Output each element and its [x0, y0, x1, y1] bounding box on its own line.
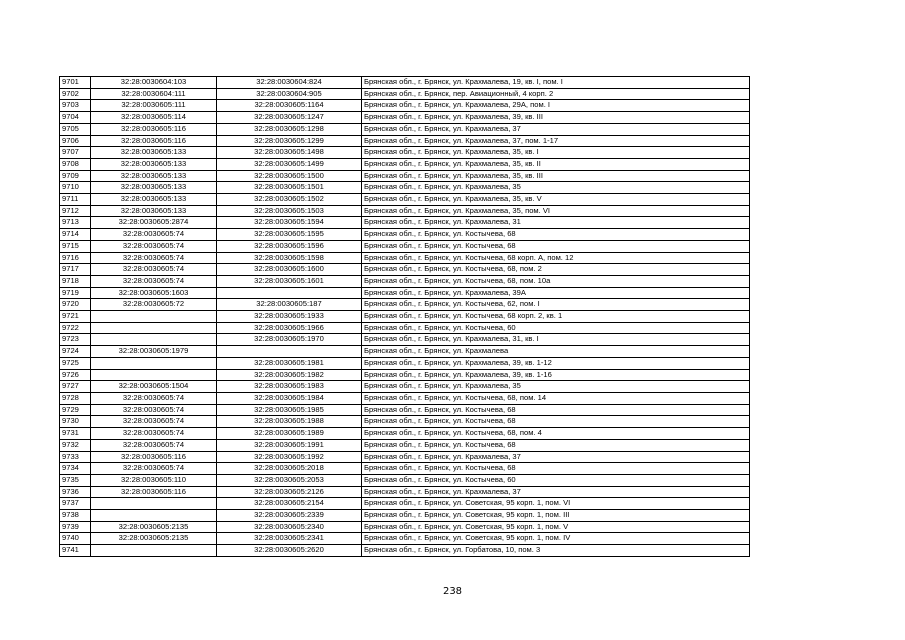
table-row — [60, 287, 750, 299]
cadastral-table — [59, 76, 750, 557]
address-cell: Брянская обл., г. Брянск, ул. Костычева, 68 — [362, 439, 750, 451]
parent-cadastral-number-cell — [91, 510, 217, 522]
address-cell: Брянская обл., г. Брянск, ул. Костычева, 68, пом. 2 — [362, 264, 750, 276]
parent-cadastral-number-cell: 32:28:0030605:74 — [91, 392, 217, 404]
cadastral-number-cell: 32:28:0030605:1594 — [217, 217, 362, 229]
table-row — [60, 252, 750, 264]
table-row — [60, 311, 750, 323]
address-cell: Брянская обл., г. Брянск, ул. Советская, 95 корп. 1, пом. V — [362, 521, 750, 533]
row-number-cell: 9734 — [60, 463, 91, 475]
table-row — [60, 322, 750, 334]
parent-cadastral-number-cell: 32:28:0030605:133 — [91, 182, 217, 194]
parent-cadastral-number-cell: 32:28:0030605:72 — [91, 299, 217, 311]
cadastral-number-cell: 32:28:0030605:1983 — [217, 381, 362, 393]
cadastral-number-cell: 32:28:0030605:1596 — [217, 240, 362, 252]
row-number-cell: 9730 — [60, 416, 91, 428]
table-row — [60, 451, 750, 463]
address-cell: Брянская обл., г. Брянск, ул. Крахмалева, 39А — [362, 287, 750, 299]
row-number-cell: 9741 — [60, 545, 91, 557]
parent-cadastral-number-cell: 32:28:0030605:2874 — [91, 217, 217, 229]
table-row — [60, 346, 750, 358]
row-number-cell: 9737 — [60, 498, 91, 510]
parent-cadastral-number-cell: 32:28:0030605:74 — [91, 439, 217, 451]
table-row — [60, 357, 750, 369]
parent-cadastral-number-cell — [91, 311, 217, 323]
cadastral-number-cell: 32:28:0030605:2340 — [217, 521, 362, 533]
cadastral-number-cell: 32:28:0030605:2018 — [217, 463, 362, 475]
table-row — [60, 533, 750, 545]
row-number-cell: 9727 — [60, 381, 91, 393]
table-row — [60, 498, 750, 510]
row-number-cell: 9716 — [60, 252, 91, 264]
address-cell: Брянская обл., г. Брянск, ул. Костычева, 60 — [362, 322, 750, 334]
row-number-cell: 9714 — [60, 229, 91, 241]
cadastral-number-cell: 32:28:0030605:1985 — [217, 404, 362, 416]
parent-cadastral-number-cell: 32:28:0030605:114 — [91, 112, 217, 124]
cadastral-number-cell: 32:28:0030605:2053 — [217, 474, 362, 486]
parent-cadastral-number-cell: 32:28:0030605:1504 — [91, 381, 217, 393]
cadastral-number-cell: 32:28:0030605:1499 — [217, 158, 362, 170]
table-row — [60, 545, 750, 557]
table-row — [60, 334, 750, 346]
row-number-cell: 9724 — [60, 346, 91, 358]
row-number-cell: 9723 — [60, 334, 91, 346]
address-cell: Брянская обл., г. Брянск, ул. Костычева, 68, пом. 14 — [362, 392, 750, 404]
parent-cadastral-number-cell — [91, 357, 217, 369]
row-number-cell: 9718 — [60, 275, 91, 287]
table-row — [60, 88, 750, 100]
row-number-cell: 9701 — [60, 77, 91, 89]
table-row — [60, 194, 750, 206]
row-number-cell: 9710 — [60, 182, 91, 194]
table-row — [60, 205, 750, 217]
address-cell: Брянская обл., г. Брянск, ул. Крахмалева, 29А, пом. I — [362, 100, 750, 112]
parent-cadastral-number-cell: 32:28:0030605:111 — [91, 100, 217, 112]
row-number-cell: 9731 — [60, 428, 91, 440]
row-number-cell: 9726 — [60, 369, 91, 381]
table-row — [60, 416, 750, 428]
cadastral-number-cell: 32:28:0030605:1600 — [217, 264, 362, 276]
cadastral-number-cell: 32:28:0030605:2620 — [217, 545, 362, 557]
row-number-cell: 9720 — [60, 299, 91, 311]
address-cell: Брянская обл., г. Брянск, ул. Крахмалева, 35 — [362, 182, 750, 194]
row-number-cell: 9729 — [60, 404, 91, 416]
cadastral-number-cell: 32:28:0030605:2341 — [217, 533, 362, 545]
cadastral-number-cell: 32:28:0030605:1500 — [217, 170, 362, 182]
parent-cadastral-number-cell: 32:28:0030605:2135 — [91, 533, 217, 545]
address-cell: Брянская обл., г. Брянск, ул. Советская, 95 корп. 1, пом. IV — [362, 533, 750, 545]
table-row — [60, 170, 750, 182]
row-number-cell: 9722 — [60, 322, 91, 334]
parent-cadastral-number-cell: 32:28:0030605:133 — [91, 194, 217, 206]
address-cell: Брянская обл., г. Брянск, ул. Костычева, 68 корп. А, пом. 12 — [362, 252, 750, 264]
cadastral-number-cell: 32:28:0030605:1503 — [217, 205, 362, 217]
address-cell: Брянская обл., г. Брянск, ул. Костычева, 68 — [362, 416, 750, 428]
parent-cadastral-number-cell: 32:28:0030605:133 — [91, 147, 217, 159]
parent-cadastral-number-cell: 32:28:0030604:111 — [91, 88, 217, 100]
address-cell: Брянская обл., г. Брянск, ул. Крахмалева, 31, кв. I — [362, 334, 750, 346]
table-row — [60, 217, 750, 229]
row-number-cell: 9704 — [60, 112, 91, 124]
parent-cadastral-number-cell — [91, 334, 217, 346]
cadastral-number-cell: 32:28:0030605:1933 — [217, 311, 362, 323]
parent-cadastral-number-cell: 32:28:0030605:1603 — [91, 287, 217, 299]
cadastral-number-cell: 32:28:0030605:1970 — [217, 334, 362, 346]
table-row — [60, 463, 750, 475]
cadastral-number-cell: 32:28:0030605:1501 — [217, 182, 362, 194]
cadastral-number-cell — [217, 346, 362, 358]
row-number-cell: 9728 — [60, 392, 91, 404]
parent-cadastral-number-cell: 32:28:0030605:2135 — [91, 521, 217, 533]
cadastral-number-cell: 32:28:0030605:1988 — [217, 416, 362, 428]
table-row — [60, 439, 750, 451]
table-row — [60, 521, 750, 533]
parent-cadastral-number-cell: 32:28:0030605:133 — [91, 205, 217, 217]
parent-cadastral-number-cell: 32:28:0030605:133 — [91, 158, 217, 170]
row-number-cell: 9708 — [60, 158, 91, 170]
row-number-cell: 9739 — [60, 521, 91, 533]
table-row — [60, 123, 750, 135]
row-number-cell: 9736 — [60, 486, 91, 498]
parent-cadastral-number-cell: 32:28:0030605:1979 — [91, 346, 217, 358]
address-cell: Брянская обл., г. Брянск, ул. Костычева, 68, пом. 10а — [362, 275, 750, 287]
address-cell: Брянская обл., г. Брянск, пер. Авиационный, 4 корп. 2 — [362, 88, 750, 100]
row-number-cell: 9715 — [60, 240, 91, 252]
address-cell: Брянская обл., г. Брянск, ул. Крахмалева, 37, пом. 1-17 — [362, 135, 750, 147]
address-cell: Брянская обл., г. Брянск, ул. Крахмалева, 39, кв. 1-16 — [362, 369, 750, 381]
parent-cadastral-number-cell: 32:28:0030605:74 — [91, 229, 217, 241]
row-number-cell: 9707 — [60, 147, 91, 159]
address-cell: Брянская обл., г. Брянск, ул. Крахмалева, 31 — [362, 217, 750, 229]
parent-cadastral-number-cell: 32:28:0030605:110 — [91, 474, 217, 486]
address-cell: Брянская обл., г. Брянск, ул. Костычева, 60 — [362, 474, 750, 486]
row-number-cell: 9706 — [60, 135, 91, 147]
address-cell: Брянская обл., г. Брянск, ул. Советская, 95 корп. 1, пом. III — [362, 510, 750, 522]
cadastral-number-cell: 32:28:0030605:1992 — [217, 451, 362, 463]
row-number-cell: 9740 — [60, 533, 91, 545]
parent-cadastral-number-cell: 32:28:0030605:74 — [91, 240, 217, 252]
parent-cadastral-number-cell: 32:28:0030605:116 — [91, 123, 217, 135]
address-cell: Брянская обл., г. Брянск, ул. Крахмалева, 37 — [362, 123, 750, 135]
row-number-cell: 9738 — [60, 510, 91, 522]
address-cell: Брянская обл., г. Брянск, ул. Костычева, 68 — [362, 229, 750, 241]
parent-cadastral-number-cell: 32:28:0030605:74 — [91, 463, 217, 475]
address-cell: Брянская обл., г. Брянск, ул. Горбатова, 10, пом. 3 — [362, 545, 750, 557]
row-number-cell: 9713 — [60, 217, 91, 229]
table-row — [60, 135, 750, 147]
row-number-cell: 9717 — [60, 264, 91, 276]
table-row — [60, 474, 750, 486]
cadastral-number-cell: 32:28:0030605:2154 — [217, 498, 362, 510]
parent-cadastral-number-cell: 32:28:0030605:74 — [91, 275, 217, 287]
address-cell: Брянская обл., г. Брянск, ул. Костычева, 62, пом. I — [362, 299, 750, 311]
address-cell: Брянская обл., г. Брянск, ул. Крахмалева, 19, кв. I, пом. I — [362, 77, 750, 89]
parent-cadastral-number-cell: 32:28:0030605:116 — [91, 135, 217, 147]
address-cell: Брянская обл., г. Брянск, ул. Крахмалева, 39, кв. 1-12 — [362, 357, 750, 369]
parent-cadastral-number-cell — [91, 498, 217, 510]
address-cell: Брянская обл., г. Брянск, ул. Крахмалева, 39, кв. III — [362, 112, 750, 124]
cadastral-number-cell: 32:28:0030605:1981 — [217, 357, 362, 369]
cadastral-number-cell: 32:28:0030604:824 — [217, 77, 362, 89]
cadastral-number-cell: 32:28:0030605:1595 — [217, 229, 362, 241]
table-row — [60, 299, 750, 311]
row-number-cell: 9711 — [60, 194, 91, 206]
row-number-cell: 9712 — [60, 205, 91, 217]
table-row — [60, 369, 750, 381]
address-cell: Брянская обл., г. Брянск, ул. Советская, 95 корп. 1, пом. VI — [362, 498, 750, 510]
parent-cadastral-number-cell: 32:28:0030605:74 — [91, 428, 217, 440]
parent-cadastral-number-cell: 32:28:0030605:74 — [91, 416, 217, 428]
cadastral-number-cell: 32:28:0030605:1299 — [217, 135, 362, 147]
address-cell: Брянская обл., г. Брянск, ул. Крахмалева, 37 — [362, 451, 750, 463]
row-number-cell: 9721 — [60, 311, 91, 323]
table-row — [60, 158, 750, 170]
address-cell: Брянская обл., г. Брянск, ул. Крахмалева, 35, кв. I — [362, 147, 750, 159]
address-cell: Брянская обл., г. Брянск, ул. Костычева, 68, пом. 4 — [362, 428, 750, 440]
row-number-cell: 9719 — [60, 287, 91, 299]
cadastral-number-cell: 32:28:0030605:1991 — [217, 439, 362, 451]
parent-cadastral-number-cell: 32:28:0030605:74 — [91, 264, 217, 276]
table-row — [60, 486, 750, 498]
table-row — [60, 264, 750, 276]
cadastral-number-cell: 32:28:0030605:187 — [217, 299, 362, 311]
cadastral-number-cell: 32:28:0030605:1598 — [217, 252, 362, 264]
parent-cadastral-number-cell — [91, 545, 217, 557]
row-number-cell: 9732 — [60, 439, 91, 451]
row-number-cell: 9705 — [60, 123, 91, 135]
address-cell: Брянская обл., г. Брянск, ул. Костычева, 68 — [362, 240, 750, 252]
table-row — [60, 510, 750, 522]
parent-cadastral-number-cell — [91, 369, 217, 381]
cadastral-number-cell: 32:28:0030605:1298 — [217, 123, 362, 135]
page-number: 238 — [442, 586, 463, 597]
table-row — [60, 147, 750, 159]
address-cell: Брянская обл., г. Брянск, ул. Костычева, 68 — [362, 463, 750, 475]
parent-cadastral-number-cell: 32:28:0030604:103 — [91, 77, 217, 89]
address-cell: Брянская обл., г. Брянск, ул. Костычева, 68 — [362, 404, 750, 416]
parent-cadastral-number-cell: 32:28:0030605:74 — [91, 404, 217, 416]
address-cell: Брянская обл., г. Брянск, ул. Крахмалева, 35, кв. V — [362, 194, 750, 206]
cadastral-number-cell: 32:28:0030604:905 — [217, 88, 362, 100]
address-cell: Брянская обл., г. Брянск, ул. Крахмалева, 35, кв. III — [362, 170, 750, 182]
parent-cadastral-number-cell: 32:28:0030605:116 — [91, 486, 217, 498]
address-cell: Брянская обл., г. Брянск, ул. Костычева, 68 корп. 2, кв. 1 — [362, 311, 750, 323]
row-number-cell: 9703 — [60, 100, 91, 112]
table-row — [60, 240, 750, 252]
row-number-cell: 9735 — [60, 474, 91, 486]
table-row — [60, 404, 750, 416]
parent-cadastral-number-cell — [91, 322, 217, 334]
cadastral-number-cell — [217, 287, 362, 299]
table-row — [60, 275, 750, 287]
address-cell: Брянская обл., г. Брянск, ул. Крахмалева, 37 — [362, 486, 750, 498]
cadastral-number-cell: 32:28:0030605:1498 — [217, 147, 362, 159]
table-row — [60, 392, 750, 404]
table-row — [60, 100, 750, 112]
table-row — [60, 381, 750, 393]
cadastral-number-cell: 32:28:0030605:2126 — [217, 486, 362, 498]
cadastral-number-cell: 32:28:0030605:1164 — [217, 100, 362, 112]
parent-cadastral-number-cell: 32:28:0030605:116 — [91, 451, 217, 463]
row-number-cell: 9702 — [60, 88, 91, 100]
address-cell: Брянская обл., г. Брянск, ул. Крахмалева — [362, 346, 750, 358]
table-row — [60, 77, 750, 89]
row-number-cell: 9725 — [60, 357, 91, 369]
table-row — [60, 182, 750, 194]
table-row — [60, 428, 750, 440]
address-cell: Брянская обл., г. Брянск, ул. Крахмалева, 35, кв. II — [362, 158, 750, 170]
cadastral-number-cell: 32:28:0030605:1601 — [217, 275, 362, 287]
cadastral-number-cell: 32:28:0030605:1502 — [217, 194, 362, 206]
row-number-cell: 9709 — [60, 170, 91, 182]
table-row — [60, 229, 750, 241]
cadastral-number-cell: 32:28:0030605:1966 — [217, 322, 362, 334]
table-row — [60, 112, 750, 124]
cadastral-number-cell: 32:28:0030605:1984 — [217, 392, 362, 404]
cadastral-number-cell: 32:28:0030605:1247 — [217, 112, 362, 124]
cadastral-table-body — [60, 77, 750, 557]
cadastral-number-cell: 32:28:0030605:1982 — [217, 369, 362, 381]
address-cell: Брянская обл., г. Брянск, ул. Крахмалева, 35 — [362, 381, 750, 393]
row-number-cell: 9733 — [60, 451, 91, 463]
parent-cadastral-number-cell: 32:28:0030605:133 — [91, 170, 217, 182]
address-cell: Брянская обл., г. Брянск, ул. Крахмалева, 35, пом. VI — [362, 205, 750, 217]
parent-cadastral-number-cell: 32:28:0030605:74 — [91, 252, 217, 264]
cadastral-number-cell: 32:28:0030605:2339 — [217, 510, 362, 522]
cadastral-number-cell: 32:28:0030605:1989 — [217, 428, 362, 440]
